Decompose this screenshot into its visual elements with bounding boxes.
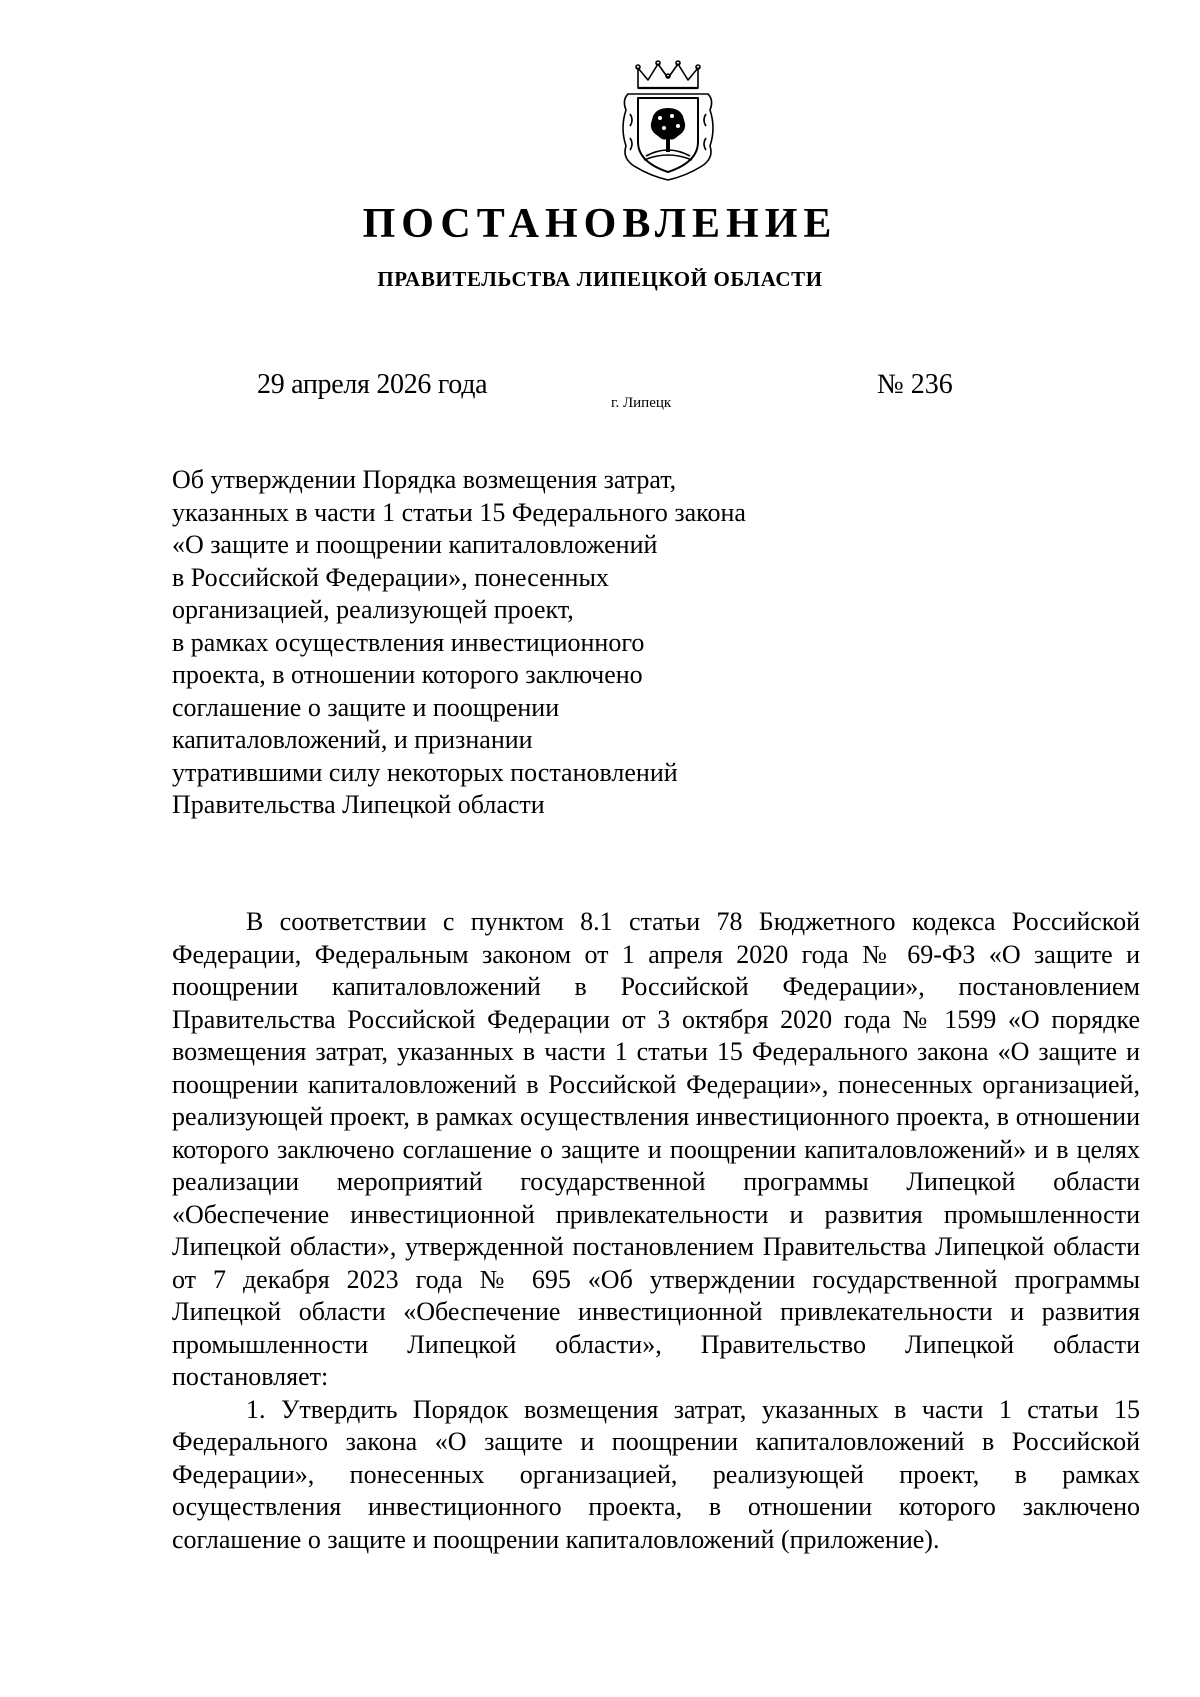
title-line: в Российской Федерации», понесенных bbox=[172, 562, 609, 592]
body-paragraph-preamble: В соответствии с пунктом 8.1 статьи 78 Бюджетного кодекса Российской Федерации, Федеральным законом от 1 апреля 2020 года № 69-ФЗ «О защите и поощрении капиталовложений в Российской Федерации», постановлением Правительства Российской Федерации от 3 октября 2020 года № 1599 «О порядке возмещения затрат, указанных в части 1 статьи 15 Федерального закона «О защите и поощрении капиталовложений в Российской Федерации», понесенных организацией, реализующей проект, в рамках осуществления инвестиционного проекта, в отношении которого заключено соглашение о защите и поощрении капиталовложений» и в целях реализации мероприятий государственной программы Липецкой области «Обеспечение инвестиционной привлекательности и развития промышленности Липецкой области», утвержденной постановлением Правительства Липецкой области от 7 декабря 2023 года № 695 «Об утверждении государственной программы Липецкой области «Обеспечение инвестиционной привлекательности и развития промышленности Липецкой области», Правительство Липецкой области постановляет: bbox=[172, 907, 1140, 1391]
title-line: в рамках осуществления инвестиционного bbox=[172, 627, 645, 657]
document-city: г. Липецк bbox=[611, 395, 672, 411]
document-date: 29 апреля 2026 года bbox=[257, 369, 488, 400]
body-paragraph-item-1: 1. Утвердить Порядок возмещения затрат, указанных в части 1 статьи 15 Федерального закона «О защите и поощрении капиталовложений в Российской Федерации», понесенных организацией, реализующей проект, в рамках осуществления инвестиционного проекта, в отношении которого заключено соглашение о защите и поощрении капиталовложений (приложение). bbox=[172, 1394, 1140, 1554]
document-number: № 236 bbox=[877, 369, 953, 400]
title-line: соглашение о защите и поощрении bbox=[172, 692, 560, 722]
title-line: Правительства Липецкой области bbox=[172, 790, 545, 819]
title-line: «О защите и поощрении капиталовложений bbox=[172, 530, 658, 559]
document-body bbox=[172, 906, 1140, 1556]
document-subheading: ПРАВИТЕЛЬСТВА ЛИПЕЦКОЙ ОБЛАСТИ bbox=[377, 267, 823, 291]
title-line: капиталовложений, и признании bbox=[172, 725, 533, 754]
title-line: указанных в части 1 статьи 15 Федерального закона bbox=[172, 497, 746, 527]
document-title bbox=[172, 464, 892, 822]
lipetsk-coat-of-arms-icon bbox=[620, 58, 716, 184]
title-line: проекта, в отношении которого заключено bbox=[172, 660, 643, 689]
title-line: организацией, реализующей проект, bbox=[172, 595, 574, 624]
title-line: утратившими силу некоторых постановлений bbox=[172, 757, 678, 787]
document-heading: ПОСТАНОВЛЕНИЕ bbox=[362, 201, 838, 247]
title-line: Об утверждении Порядка возмещения затрат, bbox=[172, 465, 677, 494]
